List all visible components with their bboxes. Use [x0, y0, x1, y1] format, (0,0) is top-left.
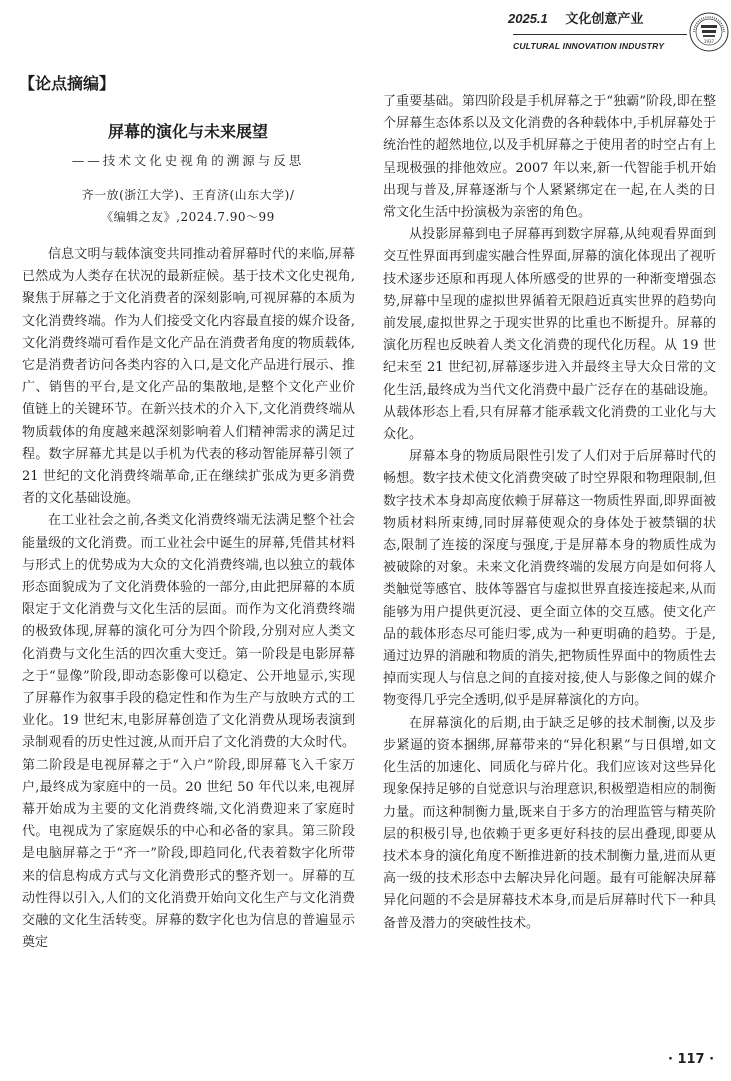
article-source — [22, 184, 354, 228]
section-tag: 【论点摘编】 — [19, 74, 116, 93]
right-column — [383, 91, 716, 935]
paragraph: 了重要基础。第四阶段是手机屏幕之于“独霸”阶段,即在整个屏幕生态体系以及文化消费的各种载体中,手机屏幕处于统治性的超然地位,以及手机屏幕之于使用者的时空占有上呈现极强的排他效应。2007 年以来,新一代智能手机开始出现与普及,屏幕逐渐与个人紧紧绑定在一起,在人类的日常文化生活中扮演极为亲密的角色。 — [383, 94, 716, 221]
issue-number: 2025.1 — [508, 11, 548, 26]
source-authors: 齐一放(浙江大学)、王育济(山东大学)/ — [81, 188, 295, 202]
page-header — [0, 0, 731, 72]
journal-name-cn: 文化创意产业 — [565, 11, 644, 26]
paragraph: 在工业社会之前,各类文化消费终端无法满足整个社会能量级的文化消费。而工业社会中诞生的屏幕,凭借其材料与形式上的优势成为大众的文化消费终端,也以独立的载体形态面貌成为了文化消费体验的一部分,由此把屏幕的本质限定于文化消费与文化生活的层面。而作为文化消费终端的极致体现,屏幕的演化可分为四个阶段,分别对应人类文化消费与文化生活的四次重大变迁。第一阶段是电影屏幕之于“显像”阶段,即动态影像可以稳定、公开地显示,实现了屏幕作为叙事手段的稳定性和作为生产与放映方式的工业化。19 世纪末,电影屏幕创造了文化消费从现场表演到录制观看的历史性过渡,从而开启了文化消费的大众时代。第二阶段是电视屏幕之于“入户”阶段,即屏幕飞入千家万户,最终成为家庭中的一员。20 世纪 50 年代以来,电视屏幕开始成为主要的文化消费终端,文化消费迎来了家庭时代。电视成为了家庭娱乐的中心和必备的家具。第三阶段是电脑屏幕之于“齐一”阶段,即趋同化,代表着数字化所带来的信息构成方式与文化消费形式的整齐划一。屏幕的互动性得以引入,人们的文化消费开始向文化生产与文化消费交融的文化生活转变。屏幕的数字化也为信息的普遍显示奠定 — [22, 513, 355, 951]
article-subtitle: ——技术文化史视角的溯源与反思 — [71, 153, 305, 168]
journal-title-line — [508, 8, 693, 32]
institution-seal-logo — [689, 12, 729, 52]
paragraph: 信息文明与载体演变共同推动着屏幕时代的来临,屏幕已然成为人类存在状况的最新症候。基于技术文化史视角,聚焦于屏幕之于文化消费者的深刻影响,可视屏幕的本质为文化消费终端。作为人们接受文化内容最直接的媒介设备,文化消费终端可看作是文化产品在消费者角度的物质载体,它是消费者访问各类内容的入口,是文化产品进行展示、推广、销售的平台,是文化产品的集散地,是整个文化产业价值链上的关键环节。在新兴技术的介入下,文化消费终端从物质载体的角度越来越深刻影响着人们精神需求的满足过程。数字屏幕尤其是以手机为代表的移动智能屏幕引领了 21 世纪的文化消费终端革命,正在继续扩张成为更多消费者的文化基础设施。 — [22, 247, 355, 507]
journal-name-en: CULTURAL INNOVATION INDUSTRY — [513, 41, 665, 51]
source-journal: 《编辑之友》,2024.7.90～99 — [101, 210, 275, 224]
header-rule — [513, 34, 687, 35]
paragraph: 屏幕本身的物质局限性引发了人们对于后屏幕时代的畅想。数字技术使文化消费突破了时空界限和物理限制,但数字技术本身却高度依赖于屏幕这一物质性界面,即界面被物质材料所束缚,同时屏幕使观众的身体处于被禁锢的状态,限制了连接的深度与强度,于是屏幕本身的物质性成为被破除的对象。未来文化消费终端的发展方向是如何将人类触觉等感官、肢体等器官与虚拟世界直接连接起来,从而能够为用户提供更沉浸、更全面立体的交互感。使文化产品的载体形态尽可能归零,成为一种更明确的趋势。于是,通过边界的消融和物质的消失,把物质性界面中的物质性去掉而实现人与信息之间的直接对接,使人与影像之间的媒介物变得几乎完全透明,似乎是屏幕演化的方向。 — [383, 449, 716, 709]
paragraph: 从投影屏幕到电子屏幕再到数字屏幕,从纯观看界面到交互性界面再到虚实融合性界面,屏幕的演化体现出了视听技术逐步还原和再现人体所感受的世界的一种渐变增强态势,屏幕中呈现的虚拟世界循着无限趋近真实世界的趋势向前发展,虚拟世界之于现实世界的比重也不断提升。屏幕的演化历程也反映着人类文化消费的现代化历程。从 19 世纪末至 21 世纪初,屏幕逐步进入并最终主导大众日常的文化生活,最终成为当代文化消费中最广泛存在的基础设施。从载体形态上看,只有屏幕才能承载文化消费的工业化与大众化。 — [383, 227, 716, 443]
article-title: 屏幕的演化与未来展望 — [107, 122, 268, 141]
paragraph: 在屏幕演化的后期,由于缺乏足够的技术制衡,以及步步紧逼的资本捆绑,屏幕带来的“异化积累”与日俱增,如文化生活的加速化、同质化与碎片化。我们应该对这些异化现象保持足够的自觉意识与治理意识,积极塑造相应的制衡力量。而这种制衡力量,既来自于多方的治理监管与精英阶层的积极引导,也依赖于更多更好科技的层出叠现,即要从技术本身的演化角度不断推进新的技术制衡力量,进而从更高一级的技术形态中去解决异化问题。最有可能解决屏幕异化问题的不会是屏幕技术本身,而是后屏幕时代下一种具备普及潜力的突破性技术。 — [383, 715, 716, 931]
left-column — [22, 244, 355, 955]
page-number: · 117 · — [668, 1052, 715, 1067]
seal-year: 1937 — [703, 39, 715, 44]
